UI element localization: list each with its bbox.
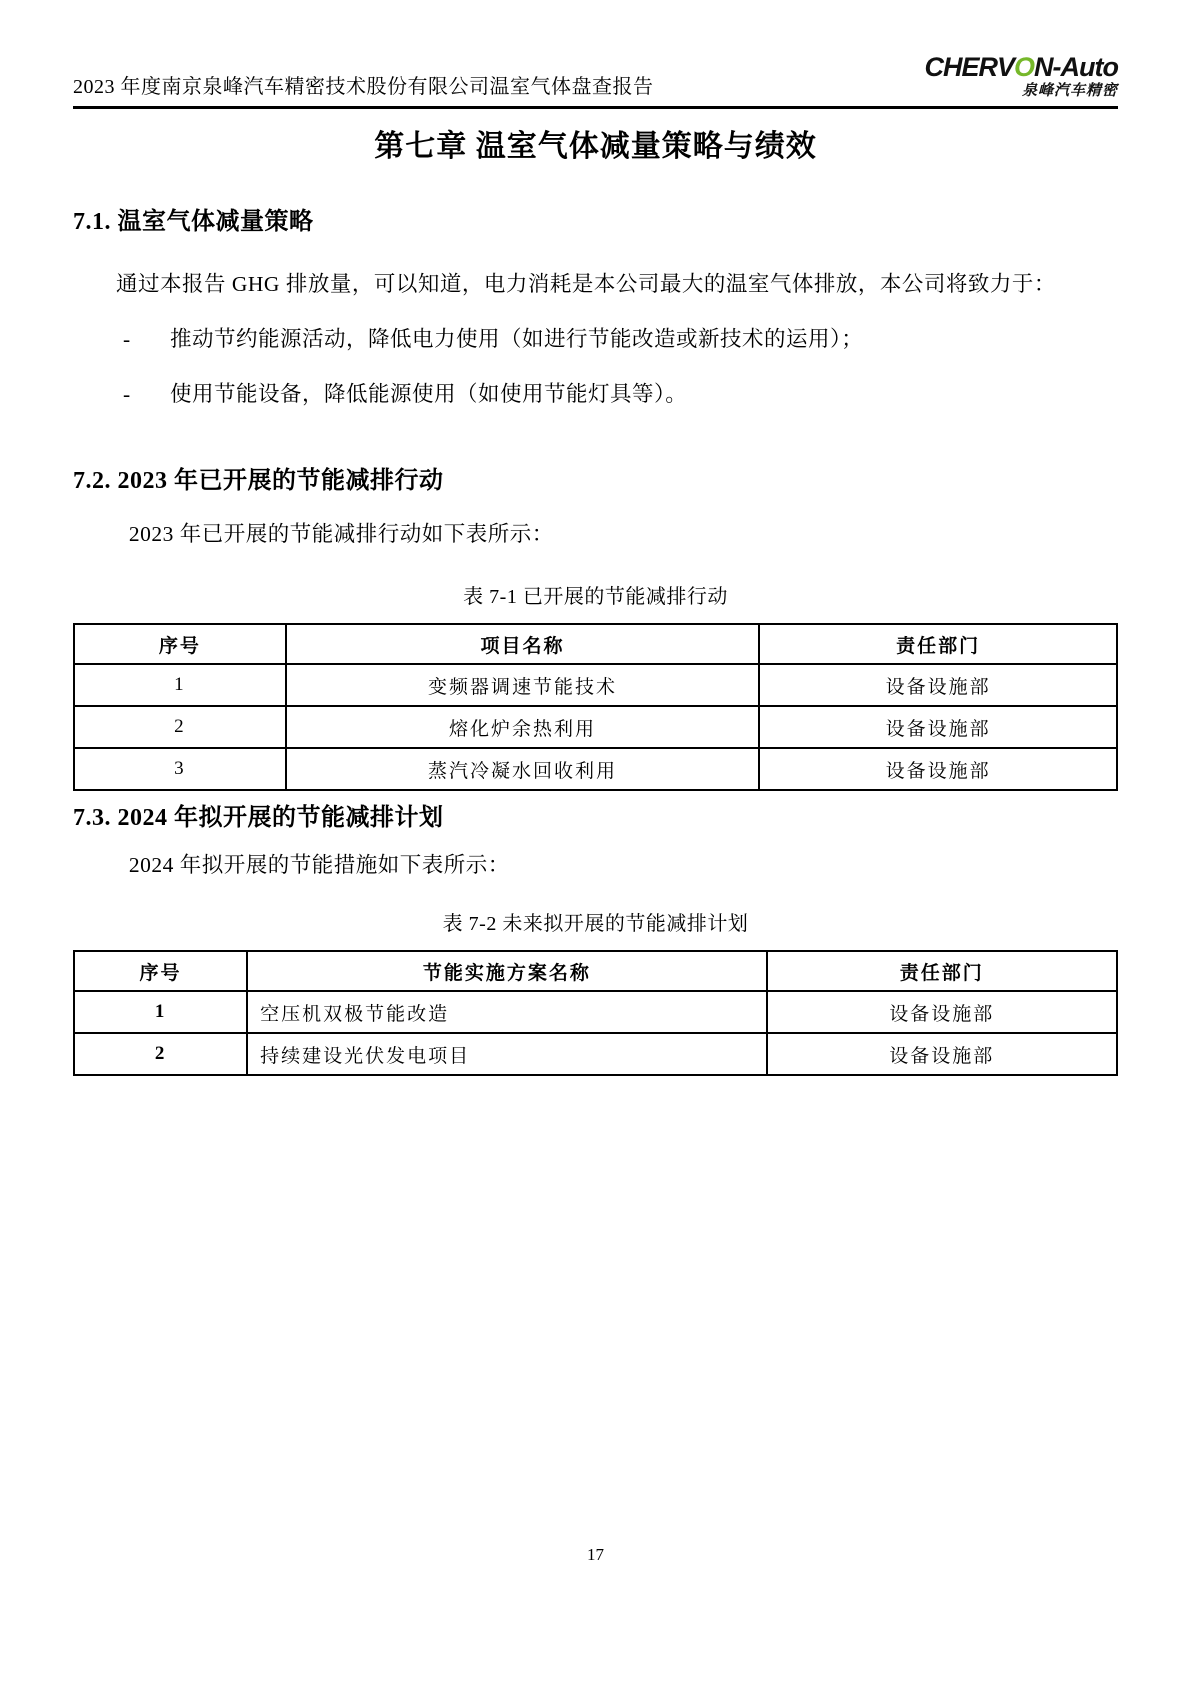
column-header-index: 序号 [74, 624, 286, 664]
table-7-1-intro: 2023 年已开展的节能减排行动如下表所示： [128, 522, 554, 546]
bullet-list [73, 312, 1118, 422]
table-row [74, 664, 1117, 706]
cell-department: 设备设施部 [759, 706, 1117, 748]
cell-project: 变频器调速节能技术 [286, 664, 760, 706]
bullet-item [73, 312, 1118, 367]
column-header-department: 责任部门 [759, 624, 1117, 664]
brand-logo [925, 54, 1119, 100]
cell-plan: 空压机双极节能改造 [247, 991, 766, 1033]
page-number: 17 [587, 1545, 604, 1564]
wordmark-prefix: CHERV [924, 52, 1015, 82]
table-row [74, 748, 1117, 790]
cell-department: 设备设施部 [759, 664, 1117, 706]
cell-index: 1 [74, 991, 247, 1033]
column-header-index: 序号 [74, 951, 247, 991]
bullet-text: 使用节能设备，降低能源使用（如使用节能灯具等）。 [170, 382, 688, 406]
section-7-1-heading: 7.1. 温室气体减量策略 [73, 209, 314, 235]
table-7-2-intro: 2024 年拟开展的节能措施如下表所示： [128, 853, 510, 877]
wordmark-suffix: N-Auto [1034, 52, 1118, 82]
table-header-row [74, 951, 1117, 991]
chervon-wordmark [925, 54, 1119, 81]
report-header [73, 54, 1118, 109]
table-row [74, 1033, 1117, 1075]
table-row [74, 991, 1117, 1033]
cell-index: 2 [74, 1033, 247, 1075]
column-header-department: 责任部门 [767, 951, 1117, 991]
table-header-row [74, 624, 1117, 664]
table-7-1-caption: 表 7-1 已开展的节能减排行动 [463, 586, 728, 608]
cell-index: 1 [74, 664, 286, 706]
cell-index: 3 [74, 748, 286, 790]
wordmark-green-o: O [1014, 52, 1035, 82]
bullet-text: 推动节约能源活动，降低电力使用（如进行节能改造或新技术的运用）； [170, 327, 864, 351]
cell-project: 熔化炉余热利用 [286, 706, 760, 748]
cell-index: 2 [74, 706, 286, 748]
table-7-2-caption: 表 7-2 未来拟开展的节能减排计划 [442, 913, 749, 935]
table-7-1 [73, 623, 1118, 791]
report-title: 2023 年度南京泉峰汽车精密技术股份有限公司温室气体盘查报告 [73, 76, 654, 98]
column-header-plan: 节能实施方案名称 [247, 951, 766, 991]
bullet-marker: - [123, 382, 131, 406]
chapter-title: 第七章 温室气体减量策略与绩效 [374, 130, 817, 163]
bullet-item [73, 367, 1118, 422]
cell-plan: 持续建设光伏发电项目 [247, 1033, 766, 1075]
cell-department: 设备设施部 [767, 1033, 1117, 1075]
column-header-project: 项目名称 [286, 624, 760, 664]
cell-department: 设备设施部 [759, 748, 1117, 790]
table-7-2 [73, 950, 1118, 1076]
cell-department: 设备设施部 [767, 991, 1117, 1033]
logo-subtitle: 泉峰汽车精密 [1021, 82, 1118, 99]
section-7-3-heading: 7.3. 2024 年拟开展的节能减排计划 [73, 805, 444, 831]
cell-project: 蒸汽冷凝水回收利用 [286, 748, 760, 790]
section-7-2-heading: 7.2. 2023 年已开展的节能减排行动 [73, 468, 444, 494]
table-row [74, 706, 1117, 748]
bullet-marker: - [123, 327, 131, 351]
section-7-1-paragraph: 通过本报告 GHG 排放量，可以知道，电力消耗是本公司最大的温室气体排放，本公司将致力于： [116, 272, 1056, 296]
